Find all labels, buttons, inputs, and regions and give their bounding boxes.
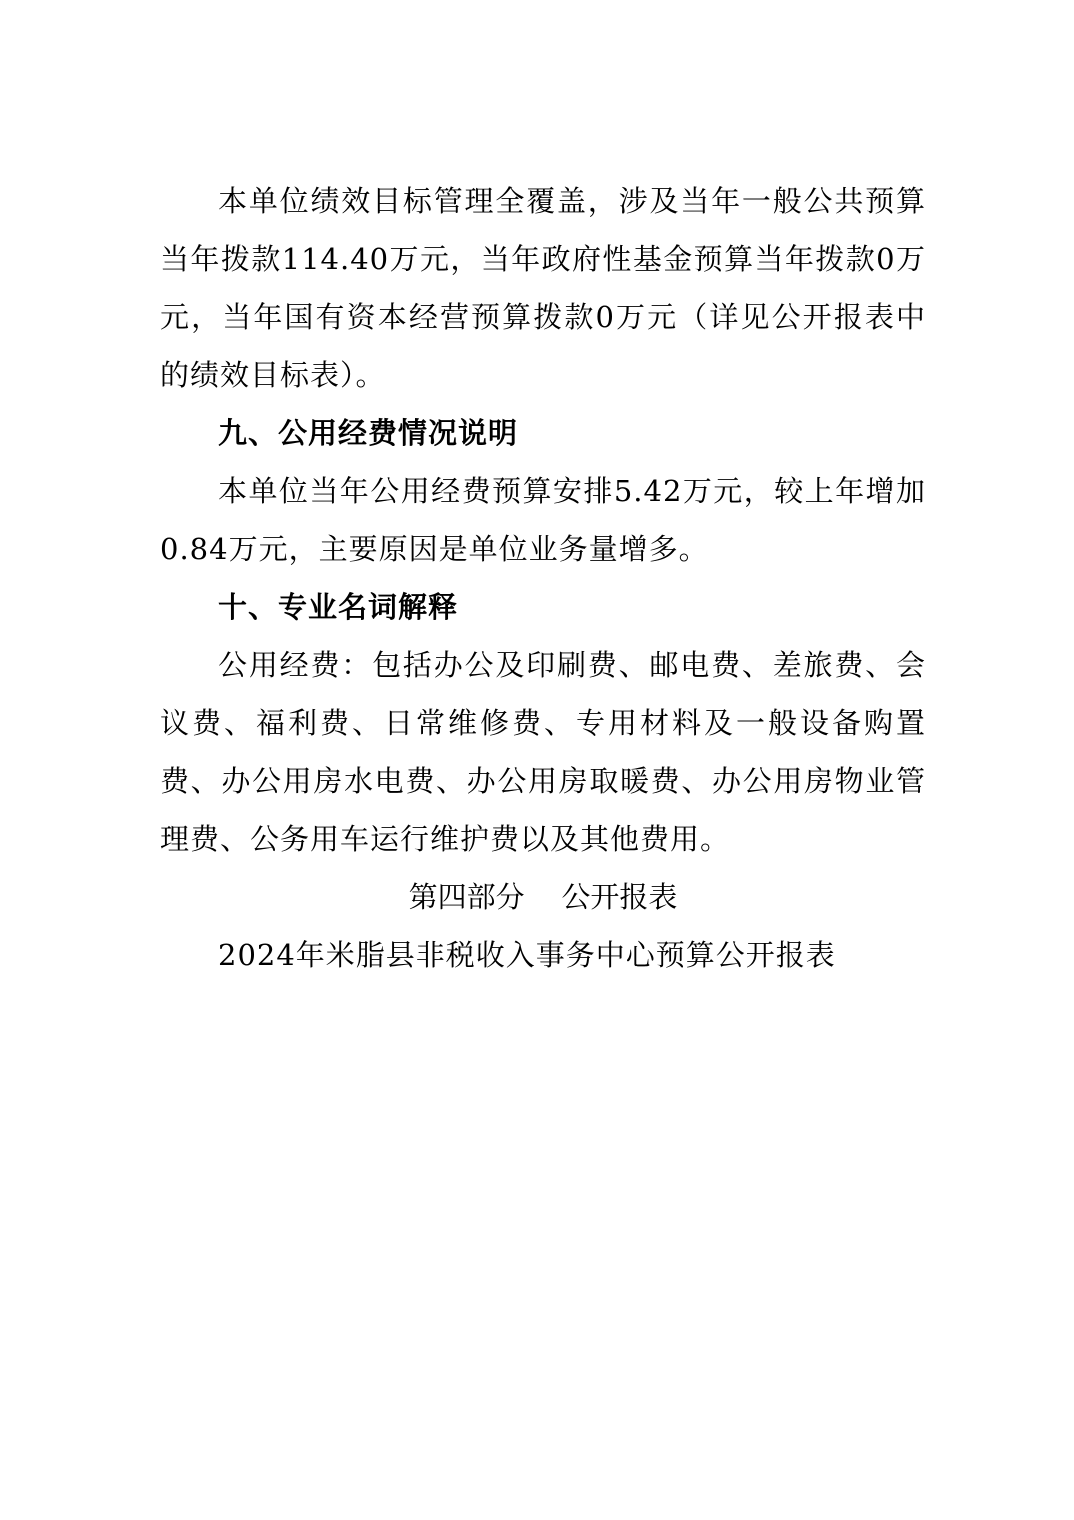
public-funds-paragraph: 本单位当年公用经费预算安排5.42万元，较上年增加0.84万元，主要原因是单位业务量增多。 <box>160 474 926 566</box>
performance-target-paragraph: 本单位绩效目标管理全覆盖，涉及当年一般公共预算当年拨款114.40万元，当年政府性基金预算当年拨款0万元，当年国有资本经营预算拨款0万元（详见公开报表中的绩效目标表）。 <box>160 184 926 392</box>
document-page <box>160 172 926 984</box>
section-heading-glossary: 十、专业名词解释 <box>218 590 459 624</box>
section-heading-public-funds: 九、公用经费情况说明 <box>218 416 519 450</box>
glossary-paragraph: 公用经费：包括办公及印刷费、邮电费、差旅费、会议费、福利费、日常维修费、专用材料及一般设备购置费、办公用房水电费、办公用房取暖费、办公用房物业管理费、公务用车运行维护费以及其他费用。 <box>160 648 926 856</box>
part-four-title: 第四部分 公开报表 <box>408 880 678 914</box>
report-title-line: 2024年米脂县非税收入事务中心预算公开报表 <box>218 938 836 972</box>
